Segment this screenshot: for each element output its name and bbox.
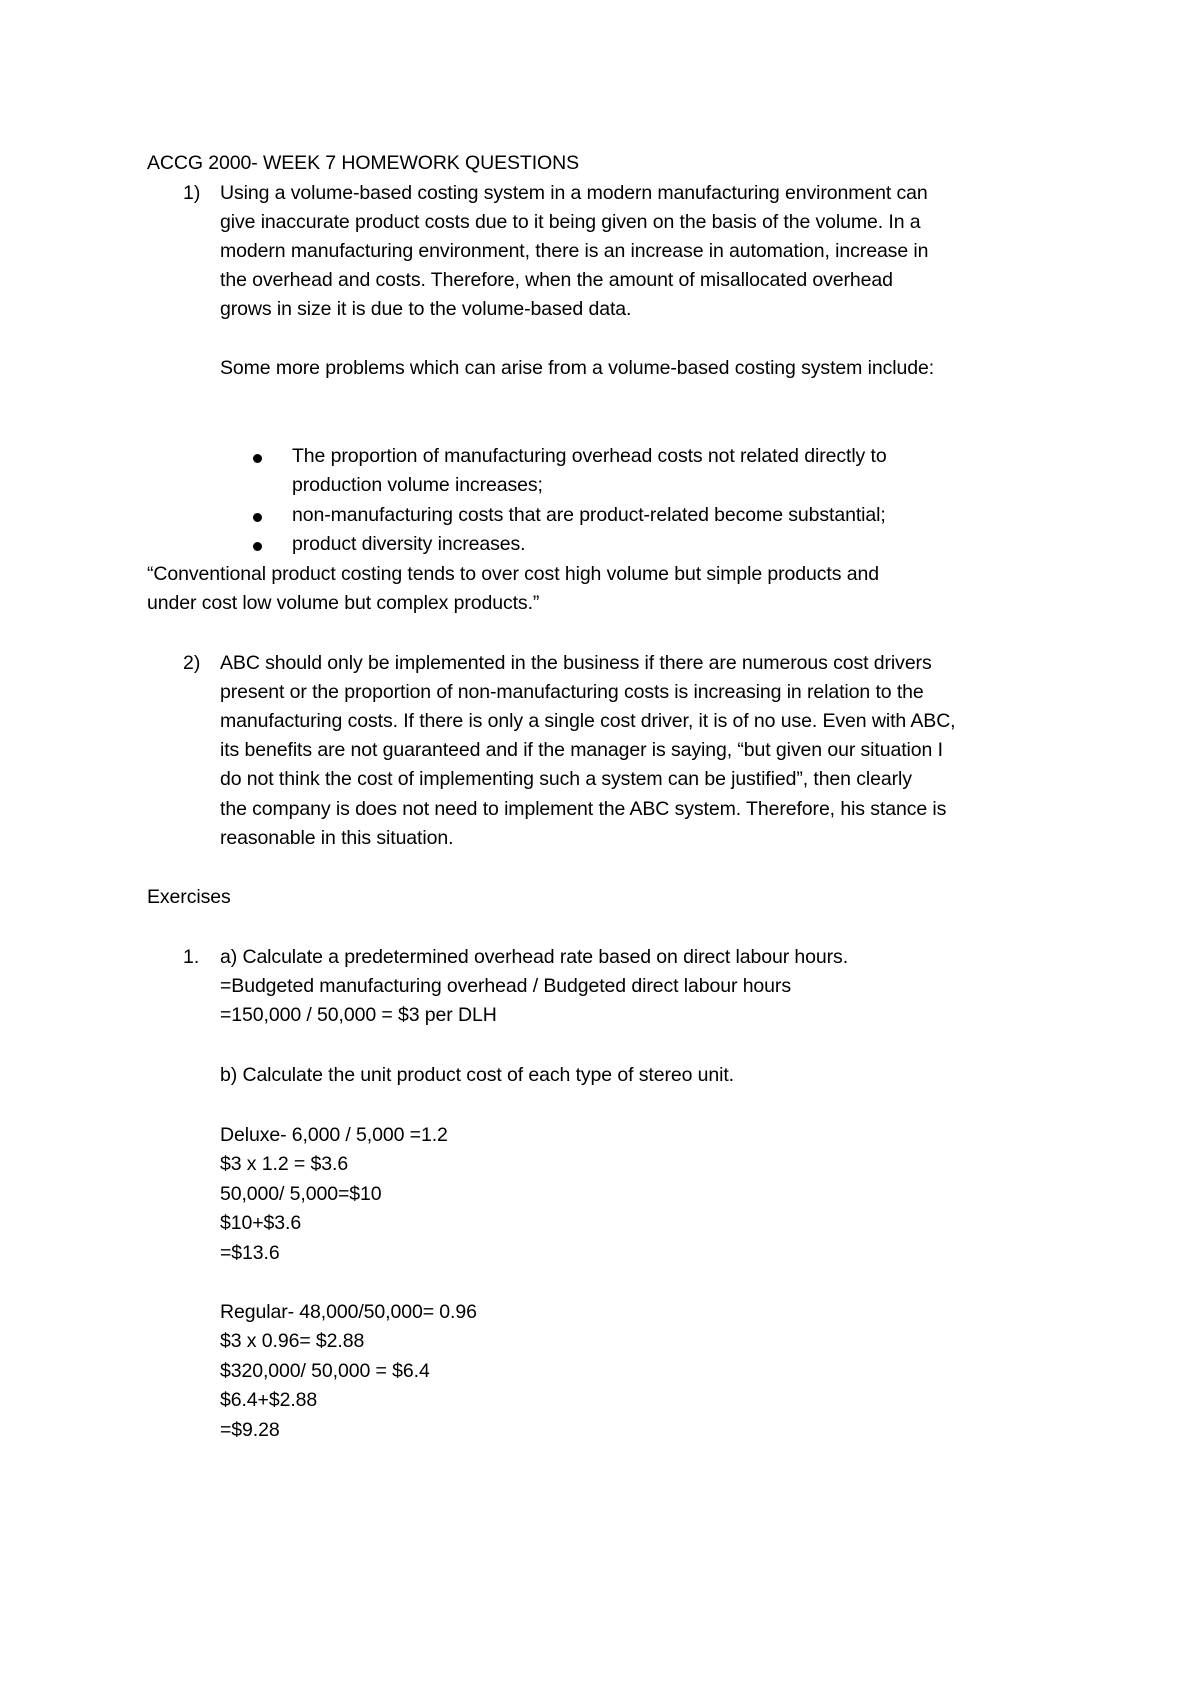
question-2-line: the company is does not need to implement the ABC system. Therefore, his stance is (220, 798, 947, 820)
bullet-item-line: The proportion of manufacturing overhead costs not related directly to (292, 445, 887, 467)
bullet-icon (253, 454, 262, 463)
exercise-1-number: 1. (183, 946, 200, 968)
bullet-item-line: product diversity increases. (292, 533, 526, 555)
deluxe-calc-line: $10+$3.6 (220, 1212, 302, 1234)
question-2-line: manufacturing costs. If there is only a single cost driver, it is of no use. Even with ABC, (220, 710, 956, 732)
question-1-line: grows in size it is due to the volume-based data. (220, 298, 632, 320)
more-problems-intro: Some more problems which can arise from a volume-based costing system include: (220, 357, 935, 379)
question-1-line: the overhead and costs. Therefore, when the amount of misallocated overhead (220, 269, 893, 291)
question-2-line: do not think the cost of implementing such a system can be justified”, then clearly (220, 768, 912, 790)
regular-calc-line: =$9.28 (220, 1419, 280, 1441)
exercises-heading: Exercises (147, 886, 231, 908)
question-1-line: Using a volume-based costing system in a modern manufacturing environment can (220, 182, 928, 204)
bullet-icon (253, 542, 262, 551)
deluxe-calc-line: $3 x 1.2 = $3.6 (220, 1153, 349, 1175)
bullet-icon (253, 513, 262, 522)
part-a-line: =Budgeted manufacturing overhead / Budgeted direct labour hours (220, 975, 791, 997)
regular-calc-line: $6.4+$2.88 (220, 1389, 318, 1411)
regular-calc-line: Regular- 48,000/50,000= 0.96 (220, 1301, 477, 1323)
question-2-line: reasonable in this situation. (220, 827, 454, 849)
part-b-heading: b) Calculate the unit product cost of each type of stereo unit. (220, 1064, 735, 1086)
deluxe-calc-line: 50,000/ 5,000=$10 (220, 1183, 382, 1205)
bullet-item-line: production volume increases; (292, 474, 543, 496)
question-1-line: modern manufacturing environment, there is an increase in automation, increase in (220, 240, 929, 262)
question-2-line: ABC should only be implemented in the business if there are numerous cost drivers (220, 652, 932, 674)
question-1-line: give inaccurate product costs due to it being given on the basis of the volume. In a (220, 211, 921, 233)
regular-calc-line: $3 x 0.96= $2.88 (220, 1330, 365, 1352)
regular-calc-line: $320,000/ 50,000 = $6.4 (220, 1360, 430, 1382)
quote-line: “Conventional product costing tends to over cost high volume but simple products and (147, 563, 879, 585)
quote-line: under cost low volume but complex products.” (147, 592, 540, 614)
question-2-line: present or the proportion of non-manufacturing costs is increasing in relation to the (220, 681, 924, 703)
question-1-number: 1) (183, 182, 201, 204)
part-a-line: =150,000 / 50,000 = $3 per DLH (220, 1004, 497, 1026)
part-a-line: a) Calculate a predetermined overhead rate based on direct labour hours. (220, 946, 849, 968)
bullet-item-line: non-manufacturing costs that are product-related become substantial; (292, 504, 886, 526)
deluxe-calc-line: Deluxe- 6,000 / 5,000 =1.2 (220, 1124, 448, 1146)
question-2-line: its benefits are not guaranteed and if the manager is saying, “but given our situation I (220, 739, 943, 761)
page-title: ACCG 2000- WEEK 7 HOMEWORK QUESTIONS (147, 152, 579, 174)
deluxe-calc-line: =$13.6 (220, 1242, 280, 1264)
question-2-number: 2) (183, 652, 201, 674)
